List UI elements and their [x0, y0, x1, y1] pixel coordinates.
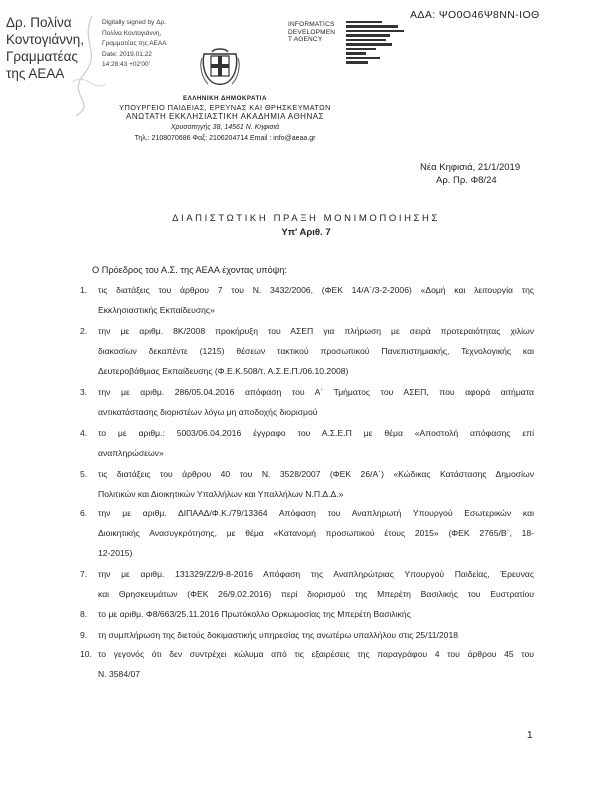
list-item-line: το γεγονός ότι δεν συντρέχει κώλυμα από τις εξαιρέσεις της παραγράφου 4 του άρθρου 45 του: [98, 649, 534, 659]
list-item-line: αναπληρώσεων»: [98, 448, 164, 458]
list-item-number: 6.: [80, 508, 88, 518]
signature-meta-line: 14:28:43 +02'00': [102, 61, 150, 69]
place-date-block: [420, 162, 544, 187]
list-item-line: Πολιτικών και Διοικητικών Υπαλλήλων και Υπαλλήλων Ν.Π.Δ.Δ.»: [98, 489, 344, 499]
list-item-number: 1.: [80, 285, 88, 295]
list-item-number: 3.: [80, 387, 88, 397]
list-item-line: την με αριθμ. 8Κ/2008 προκήρυξη του ΑΣΕΠ για πλήρωση με σειρά προτεραιότητας χιλίων: [98, 326, 534, 336]
list-item-number: 4.: [80, 428, 88, 438]
list-item-line: τις διατάξεις του άρθρου 40 του Ν. 3528/2007 (ΦΕΚ 26/Α΄) «Κώδικας Κατάστασης Δημοσίων: [98, 469, 534, 479]
informatics-development-agency-logo: [288, 21, 406, 77]
list-item-line: τη συμπλήρωση της διετούς δοκιμαστικής υπηρεσίας της ανωτέρω υπαλλήλου στις 25/11/2018: [98, 630, 459, 640]
logo-text-line: INFORMATICS: [288, 21, 335, 28]
signer-line: Γραμματέας: [6, 49, 78, 64]
letterhead-academy: ΑΝΩΤΑΤΗ ΕΚΚΛΗΣΙΑΣΤΙΚΗ ΑΚΑΔΗΜΙΑ ΑΘΗΝΑΣ: [125, 112, 324, 121]
list-item-line: την με αριθμ. 286/05.04.2016 απόφαση του Α΄ Τμήματος του ΑΣΕΠ, που αφορά αιτήματα: [98, 387, 534, 397]
list-item-line: τις διατάξεις του άρθρου 7 του Ν. 3432/2006, (ΦΕΚ 14/Α΄/3-2-2006) «Δομή και λειτουργία της: [98, 285, 534, 295]
list-item-number: 10.: [80, 649, 92, 659]
list-item-line: την με αριθμ. 131329/Ζ2/9-8-2016 Απόφαση της Αναπληρώτριας Υπουργού Παιδείας, Έρευνας: [98, 569, 534, 579]
place-date: Νέα Κηφισιά, 21/1/2019: [420, 162, 521, 173]
ada-code: ΑΔΑ: ΨΟ0Ο46Ψ8ΝΝ-ΙΟΘ: [410, 9, 540, 21]
letterhead-ministry: ΥΠΟΥΡΓΕΙΟ ΠΑΙΔΕΙΑΣ, ΕΡΕΥΝΑΣ ΚΑΙ ΘΡΗΣΚΕΥΜΑΤΩΝ: [119, 103, 331, 112]
letterhead-contact: Τηλ.: 2108070686 Φαξ: 2106204714 Email : info@aeaa.gr: [134, 135, 316, 142]
logo-text-line: T AGENCY: [288, 36, 323, 43]
document-number: Υπ' Αριθ. 7: [281, 227, 331, 238]
page-number: 1: [527, 730, 533, 741]
list-item-line: διακοσίων δεκαπέντε (1215) θέσεων τακτικού προσωπικού Πανεπιστημιακής, Τεχνολογικής και: [98, 346, 534, 356]
list-item-line: Ν. 3584/07: [98, 669, 141, 679]
signature-meta-line: Date: 2019.01.22: [102, 50, 152, 58]
list-item-line: την με αριθμ. ΔΙΠΑΑΔ/Φ.Κ./79/13364 Απόφαση του Αναπληρωτή Υπουργού Εσωτερικών και: [98, 508, 534, 518]
list-item-line: 12-2015): [98, 548, 133, 558]
logo-text-line: DEVELOPMEN: [288, 28, 336, 36]
list-item-line: και Θρησκευμάτων (ΦΕΚ 26/9.02.2016) περί διορισμού της Μπερέτη Βασιλικής του Ευστρατίου: [98, 589, 534, 599]
signer-line: Δρ. Πολίνα: [6, 15, 72, 30]
list-item-number: 5.: [80, 469, 88, 479]
list-item-number: 2.: [80, 326, 88, 336]
list-item-number: 8.: [80, 609, 88, 619]
list-item-line: το με αριθμ. Φ8/663/25.11.2016 Πρωτόκολλο Ορκωμοσίας της Μπερέτη Βασιλικής: [98, 609, 411, 619]
greek-coat-of-arms-icon: [200, 44, 240, 88]
intro-text: Ο Πρόεδρος του Α.Σ. της ΑΕΑΑ έχοντας υπόψη:: [92, 265, 287, 275]
letterhead: [60, 94, 390, 144]
list-item-number: 9.: [80, 630, 88, 640]
protocol-number: Αρ. Πρ. Φ8/24: [436, 174, 497, 186]
list-item-line: Διοικητικής Ανασυγκρότησης, με θέμα «Κατανομή προσωπικού έτους 2015» (ΦΕΚ 2765/Β΄, 18-: [98, 528, 534, 538]
signature-meta-line: Γραμματέας της ΑΕΑΑ: [102, 40, 167, 48]
signer-line: Κοντογιάννη,: [6, 32, 85, 47]
document-title: ΔΙΑΠΙΣΤΩΤΙΚΗ ΠΡΑΞΗ ΜΟΝΙΜΟΠΟΙΗΣΗΣ: [172, 213, 440, 224]
list-item-line: Δευτεροβάθμιας Εκπαίδευσης (Φ.Ε.Κ.508/τ. Α.Σ.Ε.Π./06.10.2008): [98, 366, 349, 376]
logo-stamp-lines-icon: [346, 21, 406, 66]
letterhead-republic: ΕΛΛΗΝΙΚΗ ΔΗΜΟΚΡΑΤΙΑ: [183, 95, 267, 102]
list-item-line: το με αριθμ.: 5003/06.04.2016 έγγραφο του Α.Σ.Ε.Π με θέμα «Αποστολή απόφασης επί: [98, 428, 534, 438]
list-item-line: αντικατάστασης διοριστέων λόγω μη αποδοχής διορισμού: [98, 407, 318, 417]
digital-signature-info: [102, 18, 202, 71]
signer-line: της ΑΕΑΑ: [6, 66, 65, 81]
list-item-line: Εκκλησιαστικής Εκπαίδευσης»: [98, 305, 215, 315]
list-item-number: 7.: [80, 569, 88, 579]
signature-meta-line: Digitally signed by Δρ.: [102, 19, 167, 26]
signature-meta-line: Πολίνα Κοντογιάννη,: [102, 29, 162, 37]
letterhead-address: Χρυσοπηγής 38, 14561 Ν. Κηφισιά: [170, 124, 280, 131]
